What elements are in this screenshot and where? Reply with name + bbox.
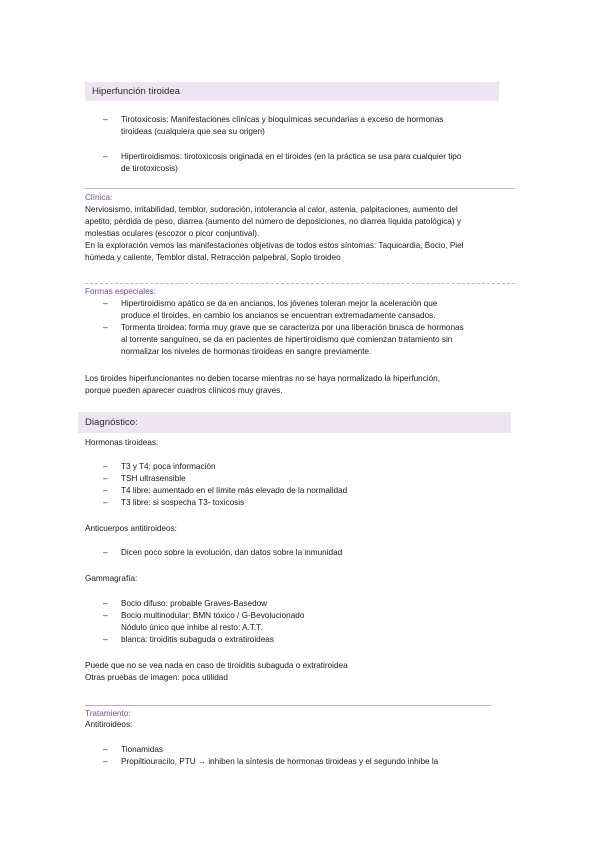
- bullet-text: al torrente sanguíneo, se da en pacientes de hipertiroidismo que comienzan tratamiento sin: [121, 335, 453, 344]
- divider: [85, 705, 491, 706]
- bullet-dash: –: [103, 115, 108, 124]
- bullet-text: Nódulo único que inhibe al resto: A.T.T.: [121, 623, 263, 632]
- section-title: Diagnóstico:: [85, 417, 138, 428]
- bullet-text: Hipertiroidismo apático se da en ancianos, los jóvenes toleran mejor la aceleración que: [121, 299, 438, 308]
- paragraph-line: apetito, pérdida de peso, diarrea (aumento del número de deposiciones, no diarrea líquida patológica) y: [85, 217, 461, 226]
- paragraph-line: Puede que no se vea nada en caso de tiroiditis subaguda o extratiroidea: [85, 661, 348, 670]
- paragraph-line: En la exploración vemos las manifestaciones objetivas de todos estos síntomas: Taquicardia, Bocio, Piel: [85, 241, 464, 250]
- bullet-dash: –: [103, 611, 108, 620]
- bullet-dash: –: [103, 323, 108, 332]
- bullet-text: Bocio difuso: probable Graves-Basedow: [121, 599, 268, 608]
- bullet-dash: –: [103, 757, 108, 766]
- bullet-text: Tionamidas: [121, 745, 164, 754]
- bullet-text: Tirotoxicosis: Manifestaciones clínicas y bioquímicas secundarias a exceso de hormonas: [121, 115, 444, 124]
- bullet-dash: –: [103, 745, 108, 754]
- paragraph-line: húmeda y caliente, Temblor distal, Retracción palpebral, Soplo tiroideo: [85, 253, 341, 262]
- paragraph-line: porque pueden aparecer cuadros clínicos muy graves.: [85, 386, 283, 395]
- bullet-dash: –: [103, 498, 108, 507]
- paragraph-line: Otras pruebas de imagen: poca utilidad: [85, 673, 228, 682]
- bullet-text: T3 libre: si sospecha T3- toxicosis: [121, 498, 245, 507]
- bullet-text: T3 y T4: poca información: [121, 462, 216, 471]
- section-title: Hiperfunción tiroidea: [92, 86, 180, 97]
- bullet-text: Tormenta tiroidea: forma muy grave que se caracteriza por una liberación brusca de hormonas: [121, 323, 464, 332]
- bullet-dash: –: [103, 635, 108, 644]
- paragraph-line: Los tiroides hiperfuncionantes no deben tocarse mientras no se haya normalizado la hiperfunción,: [85, 374, 441, 383]
- bullet-dash: –: [103, 599, 108, 608]
- paragraph-line: molestias oculares (escozor o picor conjuntival).: [85, 229, 260, 238]
- paragraph-line: Nerviosismo, irritabilidad, temblor, sudoración, intolerancia al calor, astenia, palpitaciones, aumento del: [85, 205, 458, 214]
- clinica-label: Clínica:: [85, 193, 113, 202]
- formas-label: Formas especiales:: [85, 287, 156, 296]
- section-header-band: [78, 412, 511, 433]
- bullet-text: normalizar los niveles de hormonas tiroideas en sangre previamente.: [121, 347, 372, 356]
- bullet-dash: –: [103, 299, 108, 308]
- bullet-text: Dicen poco sobre la evolución, dan datos sobre la inmunidad: [121, 548, 343, 557]
- bullet-dash: –: [103, 152, 108, 161]
- tratamiento-label: Tratamiento:: [85, 709, 131, 718]
- bullet-text: produce el tiroides, en cambio los ancianos se encuentran extremadamente cansados.: [121, 311, 436, 320]
- bullet-text: Propiltiouracilo, PTU → inhiben la síntesis de hormonas tiroideas y el segundo inhibe la: [121, 757, 439, 766]
- subsection-label: Gammagrafía:: [85, 574, 138, 583]
- bullet-text: T4 libre: aumentado en el límite más elevado de la normalidad: [121, 486, 348, 495]
- bullet-dash: –: [103, 486, 108, 495]
- divider: [85, 188, 515, 189]
- bullet-text: TSH ultrasensible: [121, 474, 186, 483]
- dashed-divider: [85, 283, 515, 284]
- bullet-text: Hipertiroidismos: tirotoxicosis originada en el tiroides (en la práctica se usa para cualquier tipo: [121, 152, 462, 161]
- subsection-label: Hormonas tiroideas:: [85, 438, 159, 447]
- bullet-text: tiroideas (cualquiera que sea su origen): [121, 127, 265, 136]
- bullet-dash: –: [103, 474, 108, 483]
- bullet-text: blanca: tiroiditis subaguda o extratiroideas: [121, 635, 274, 644]
- bullet-dash: –: [103, 548, 108, 557]
- bullet-text: Bocio multinodular: BMN tóxico / G-Bevolucionado: [121, 611, 305, 620]
- bullet-dash: –: [103, 462, 108, 471]
- bullet-text: de tirotoxicosis): [121, 164, 178, 173]
- subsection-label: Anticuerpos antitiroideos:: [85, 524, 177, 533]
- subsection-label: Antitiroideos:: [85, 720, 133, 729]
